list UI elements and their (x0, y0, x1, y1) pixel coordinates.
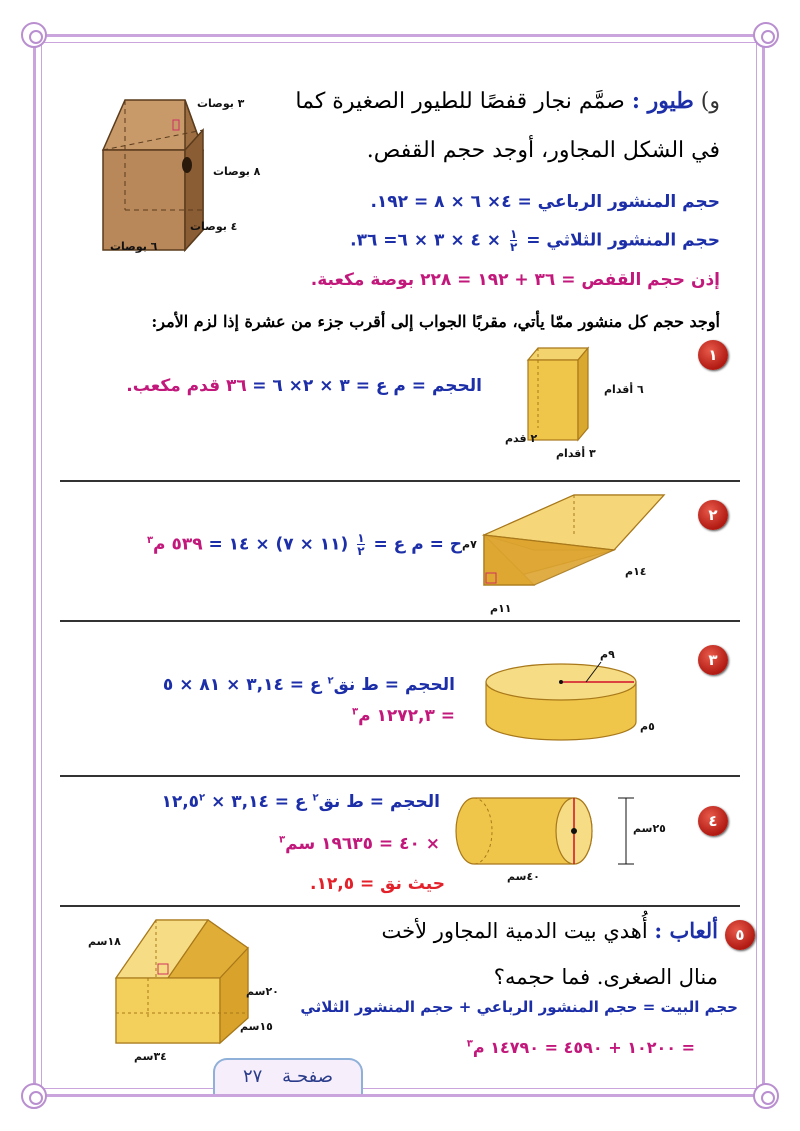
problem2-answer-right: ٥٣٩ م (153, 534, 203, 555)
dollhouse-label-20cm: ٢٠سم (246, 985, 279, 998)
birdhouse-label-3in: ٣ بوصات (197, 97, 245, 110)
birdhouse-figure (95, 80, 295, 260)
problem1-answer (126, 376, 482, 396)
problem2-label-14m: ١٤م (625, 565, 647, 578)
problem4-label-25cm: ٢٥سم (633, 822, 666, 835)
birdhouse-label-8in: ٨ بوصات (213, 165, 261, 178)
exercise-line2: في الشكل المجاور، أوجد حجم القفص. (366, 138, 720, 163)
problem4-line1-sup: ٢ (312, 792, 319, 804)
problem-number-4: ٤ (698, 806, 728, 836)
exercise-heading (295, 88, 720, 114)
problem4-line2-sup: ٣ (279, 834, 286, 846)
problem3-label-9m: ٩م (600, 648, 615, 661)
corner-ornament-icon (753, 1083, 779, 1109)
solution-line2-right: × ٤ × ٣ × ٦= ٣٦. (350, 230, 502, 251)
problem1-label-3ft: ٣ أقدام (556, 447, 596, 460)
problem3-line2-text: = ١٢٧٢,٣ م (358, 706, 455, 726)
problem4-line3: حيث نق = ١٢,٥. (310, 874, 445, 894)
problem3-line2-sup: ٣ (351, 706, 359, 718)
fraction-numerator: ١ (509, 227, 518, 241)
problem3-line2 (352, 706, 455, 726)
problem4-line2-text: × ٤٠ = ١٩٦٣٥ سم (285, 834, 440, 854)
problem4-line2 (279, 834, 440, 854)
problem3-label-5m: ٥م (640, 720, 655, 733)
solution-line2 (350, 228, 720, 253)
exercise-title: طيور : (631, 88, 694, 114)
problem1-answer-left: الحجم = م ع = ٣ × ٢× ٦ = (252, 376, 482, 396)
problem5-solution2-text: = ١٠٢٠٠ + ٤٥٩٠ = ١٤٧٩٠ م (472, 1038, 695, 1057)
corner-ornament-icon (753, 22, 779, 48)
problem1-answer-right: ٣٦ قدم مكعب. (126, 376, 247, 396)
corner-ornament-icon (21, 1083, 47, 1109)
problem4-label-40cm: ٤٠سم (507, 870, 540, 883)
problem2-label-7m: ٧م (462, 538, 477, 551)
page-label: صفحـة (282, 1066, 333, 1087)
problem2-label-11m: ١١م (490, 602, 512, 615)
problem1-label-2ft: ٢ قدم (505, 432, 538, 445)
divider-line (60, 620, 740, 622)
problem5-title: ألعاب : (654, 918, 718, 943)
problem5-line1: أُهدي بيت الدمية المجاور لأخت (381, 919, 648, 943)
problem4-line1-left: الحجم = ط نق (318, 792, 440, 812)
fraction-numerator: ١ (357, 531, 365, 545)
divider-line (60, 905, 740, 907)
problem4-cylinder-figure (456, 796, 646, 866)
problem5-solution1: حجم البيت = حجم المنشور الرباعي + حجم المنشور الثلاثي (300, 998, 738, 1016)
problem1-prism-figure (528, 340, 598, 450)
fraction-half (357, 532, 364, 557)
problem5-heading (382, 918, 718, 943)
problem4-line1 (161, 792, 440, 812)
dollhouse-label-34cm: ٣٤سم (134, 1050, 167, 1063)
problem3-line1 (163, 675, 455, 695)
fraction-denominator: ٢ (509, 240, 518, 254)
problem3-line1-left: الحجم = ط نق (333, 675, 455, 695)
fraction-half (510, 228, 517, 253)
birdhouse-label-6in: ٦ بوصات (110, 240, 158, 253)
problem2-answer-mid: (١١ × ٧) × ١٤ = (208, 534, 349, 555)
page-number: ٢٧ (242, 1066, 263, 1087)
dollhouse-label-18cm: ١٨سم (88, 935, 121, 948)
exercise-marker: و) (700, 89, 720, 114)
divider-line (60, 775, 740, 777)
problem2-answer-sup: ٣ (146, 534, 154, 546)
problem4-line1-end-sup: ٢ (199, 792, 206, 804)
problem-number-3: ٣ (698, 645, 728, 675)
problem3-line1-right: ع = ٣,١٤ × ٨١ × ٥ (162, 675, 322, 695)
problem2-answer-left: ح = م ع = (373, 534, 462, 555)
solution-line1: حجم المنشور الرباعي = ٤× ٦ × ٨ = ١٩٢. (370, 192, 720, 212)
problem1-label-6ft: ٦ أقدام (604, 383, 644, 396)
solution-line3: إذن حجم القفص = ٣٦ + ١٩٢ = ٢٢٨ بوصة مكعبة. (310, 270, 720, 290)
problem-number-1: ١ (698, 340, 728, 370)
problem4-line1-right: ع = ٣,١٤ × ١٢,٥ (161, 792, 307, 812)
solution-line2-left: حجم المنشور الثلاثي = (526, 230, 720, 251)
problem5-line2: منال الصغرى. فما حجمه؟ (493, 965, 718, 989)
problem5-solution2-sup: ٣ (466, 1038, 473, 1050)
exercise-line1: صمَّم نجار قفصًا للطيور الصغيرة كما (295, 89, 625, 114)
dollhouse-figure (108, 908, 248, 1048)
problem3-line1-sup: ٢ (327, 675, 334, 687)
divider-line (60, 480, 740, 482)
dollhouse-label-15cm: ١٥سم (240, 1020, 273, 1033)
fraction-denominator: ٢ (357, 544, 365, 558)
problem5-solution2 (467, 1038, 695, 1057)
problem-number-2: ٢ (698, 500, 728, 530)
instruction-text: أوجد حجم كل منشور ممّا يأتي، مقربًا الجواب إلى أقرب جزء من عشرة إذا لزم الأمر: (151, 312, 720, 331)
problem2-answer (147, 532, 462, 557)
page-number-tab (213, 1058, 363, 1094)
problem2-prism-figure (484, 490, 664, 600)
corner-ornament-icon (21, 22, 47, 48)
problem3-cylinder-figure (486, 660, 636, 750)
birdhouse-label-4in: ٤ بوصات (190, 220, 238, 233)
problem-number-5: ٥ (725, 920, 755, 950)
